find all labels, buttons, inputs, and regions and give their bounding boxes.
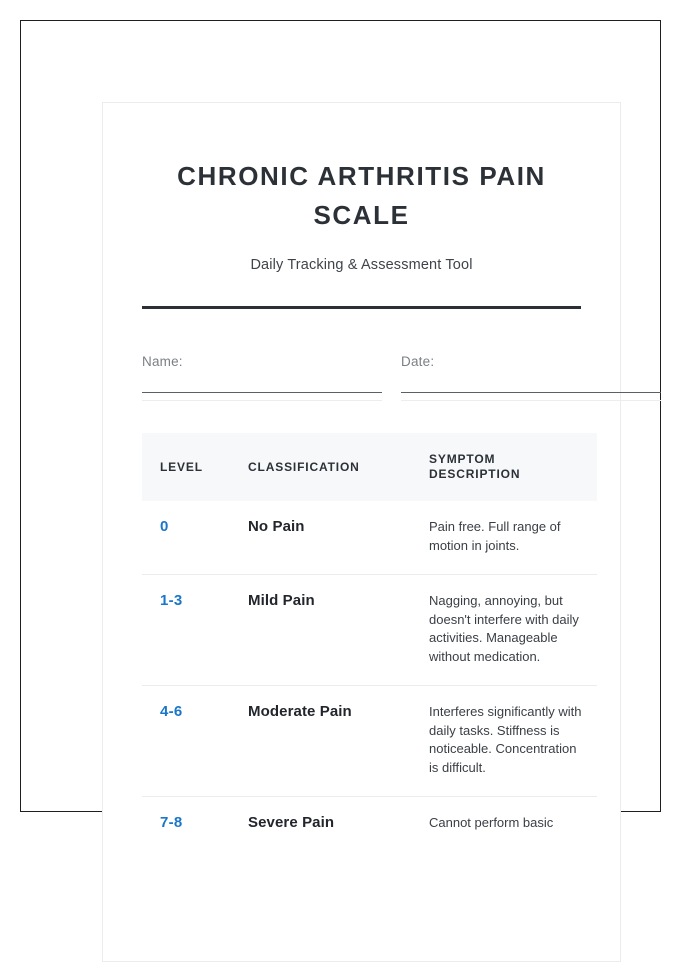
cell-description: Pain free. Full range of motion in joints.: [429, 519, 561, 553]
name-input-line[interactable]: [142, 392, 382, 393]
cell-classification: Severe Pain: [248, 797, 429, 852]
cell-classification: Moderate Pain: [248, 686, 429, 797]
cell-level: 7-8: [142, 797, 248, 852]
table-row: [142, 686, 597, 797]
table-row: [142, 575, 597, 686]
pain-scale-table: [142, 433, 597, 852]
table-header: [142, 433, 597, 501]
table-row: [142, 797, 597, 852]
column-header-level: LEVEL: [142, 433, 248, 501]
table-body: [142, 501, 597, 852]
cell-description: Cannot perform basic: [429, 797, 597, 852]
column-header-symptom-description-line2: DESCRIPTION: [429, 467, 521, 481]
name-field-group: [142, 354, 382, 401]
date-input-line[interactable]: [401, 392, 661, 393]
cell-description: Nagging, annoying, but doesn't interfere with daily activities. Manageable without medication.: [429, 575, 597, 686]
table-header-row: [142, 433, 597, 501]
page-subtitle: Daily Tracking & Assessment Tool: [250, 257, 473, 273]
cell-level: 0: [160, 518, 169, 535]
browser-viewport-frame: [20, 20, 661, 831]
cell-classification: Mild Pain: [248, 575, 429, 686]
name-input-line-shadow: [142, 400, 382, 401]
cell-level: 1-3: [142, 575, 248, 686]
patient-info-fields: [142, 354, 581, 401]
column-header-symptom-description: [429, 433, 597, 501]
column-header-classification: CLASSIFICATION: [248, 433, 429, 501]
date-field-label: Date:: [401, 354, 435, 369]
cell-description: Interferes significantly with daily tasks. Stiffness is noticeable. Concentration is difficult.: [429, 686, 597, 797]
date-field-group: [401, 354, 581, 401]
document-body: [103, 103, 620, 852]
page-title: CHRONIC ARTHRITIS PAIN SCALE: [177, 161, 546, 230]
date-input-line-shadow: [401, 400, 661, 401]
column-header-symptom-description-line1: SYMPTOM: [429, 452, 496, 466]
table-row: [142, 501, 597, 575]
document-card: [102, 102, 621, 962]
cell-level: 4-6: [142, 686, 248, 797]
cell-classification: No Pain: [248, 518, 305, 535]
title-divider: [142, 306, 581, 309]
name-field-label: Name:: [142, 354, 183, 369]
